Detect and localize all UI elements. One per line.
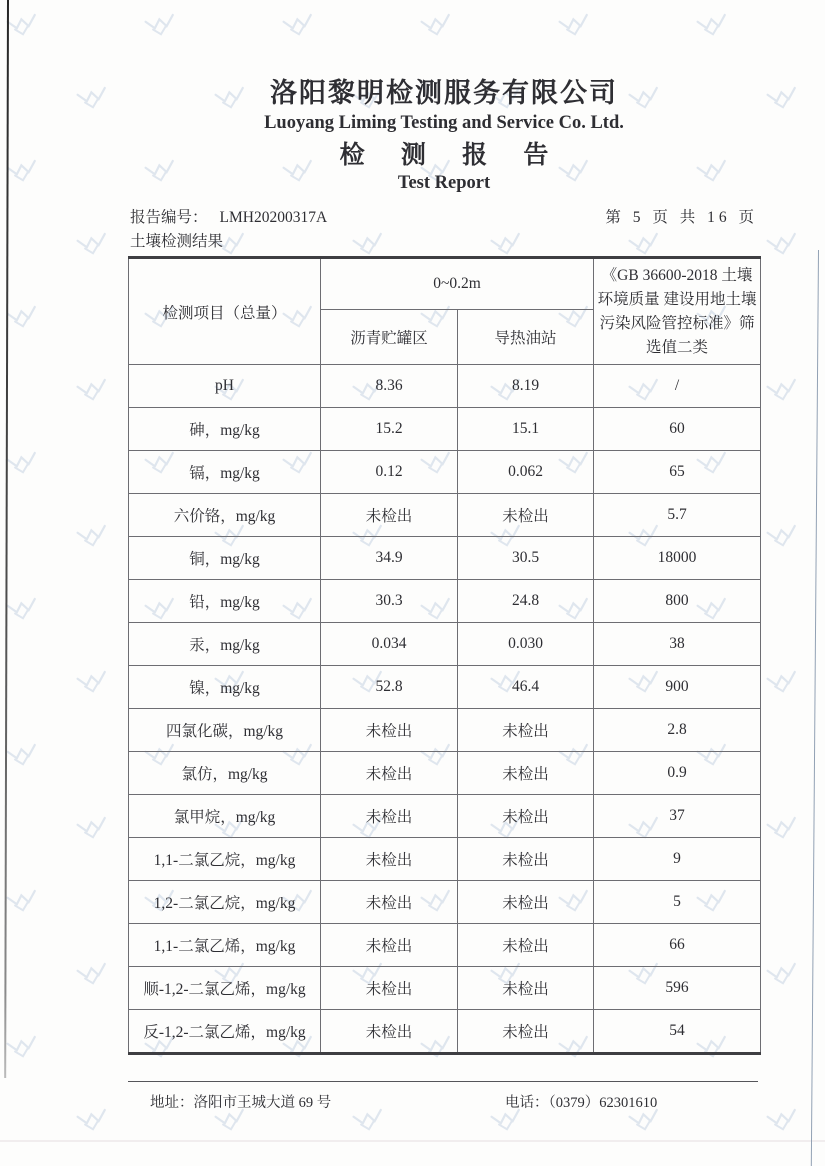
watermark-glyph [4, 303, 44, 338]
table-row [129, 451, 761, 494]
site2-value-cell: 未检出 [458, 881, 594, 924]
footer-address-label: 地址： [150, 1095, 194, 1112]
column-header-depth: 0~0.2m [321, 258, 594, 310]
footer [128, 1091, 760, 1113]
header-row-1 [129, 258, 761, 310]
watermark-glyph [74, 376, 114, 411]
footer-phone-label: 电话： [505, 1095, 549, 1112]
table-row [129, 752, 761, 795]
watermark-glyph [74, 814, 114, 849]
site1-value-cell: 0.034 [321, 623, 458, 666]
limit-value-cell: 54 [594, 1010, 761, 1054]
site1-value-cell: 30.3 [321, 580, 458, 623]
limit-value-cell: 800 [594, 580, 761, 623]
report-title-en: Test Report [397, 173, 491, 194]
watermark-glyph [764, 960, 804, 995]
parameter-cell: 氯仿，mg/kg [129, 752, 321, 795]
parameter-cell: 反-1,2-二氯乙烯，mg/kg [129, 1010, 321, 1054]
watermark-glyph [74, 1106, 114, 1141]
watermark-glyph [74, 668, 114, 703]
parameter-cell: 氯甲烷，mg/kg [129, 795, 321, 838]
limit-value-cell: 2.8 [594, 709, 761, 752]
site1-value-cell: 未检出 [321, 967, 458, 1010]
table-row [129, 838, 761, 881]
site2-value-cell: 0.030 [458, 623, 594, 666]
parameter-cell: 1,1-二氯乙烯，mg/kg [129, 924, 321, 967]
watermark-glyph [4, 887, 44, 922]
parameter-cell: 六价铬，mg/kg [129, 494, 321, 537]
site1-value-cell: 未检出 [321, 924, 458, 967]
table-row [129, 795, 761, 838]
limit-value-cell: 18000 [594, 537, 761, 580]
table-row [129, 408, 761, 451]
site2-value-cell: 30.5 [458, 537, 594, 580]
table-row [129, 623, 761, 666]
parameter-cell: 1,2-二氯乙烷，mg/kg [129, 881, 321, 924]
report-number-label: 报告编号： [130, 209, 208, 227]
limit-value-cell: 0.9 [594, 752, 761, 795]
site2-value-cell: 8.19 [458, 365, 594, 408]
limit-value-cell: 596 [594, 967, 761, 1010]
limit-value-cell: 66 [594, 924, 761, 967]
watermark-glyph [764, 84, 804, 119]
column-header-site2: 导热油站 [458, 310, 594, 365]
scan-edge-right [811, 250, 819, 1166]
table-row [129, 881, 761, 924]
site1-value-cell: 未检出 [321, 795, 458, 838]
parameter-cell: pH [129, 365, 321, 408]
table-row [129, 1010, 761, 1054]
watermark-glyph [4, 449, 44, 484]
table-row [129, 967, 761, 1010]
limit-value-cell: 9 [594, 838, 761, 881]
results-table [128, 256, 761, 1055]
watermark-glyph [764, 230, 804, 265]
watermark-glyph [4, 1033, 44, 1068]
site1-value-cell: 0.12 [321, 451, 458, 494]
column-header-site1: 沥青贮罐区 [321, 310, 458, 365]
report-number [130, 205, 327, 227]
scan-edge-bottom [0, 1140, 825, 1142]
scan-edge-left [4, 0, 9, 1078]
watermark-glyph [764, 814, 804, 849]
parameter-cell: 顺-1,2-二氯乙烯，mg/kg [129, 967, 321, 1010]
site2-value-cell: 未检出 [458, 795, 594, 838]
site1-value-cell: 8.36 [321, 365, 458, 408]
watermark-glyph [4, 11, 44, 46]
footer-phone [505, 1091, 657, 1112]
watermark-glyph [764, 668, 804, 703]
site1-value-cell: 未检出 [321, 1010, 458, 1054]
footer-address [150, 1091, 331, 1112]
watermark-glyph [74, 522, 114, 557]
site2-value-cell: 未检出 [458, 494, 594, 537]
report-content [128, 0, 760, 1113]
company-name-en: Luoyang Liming Testing and Service Co. Ltd. [264, 113, 624, 134]
limit-value-cell: 900 [594, 666, 761, 709]
site2-value-cell: 46.4 [458, 666, 594, 709]
site2-value-cell: 24.8 [458, 580, 594, 623]
parameter-cell: 1,1-二氯乙烷，mg/kg [129, 838, 321, 881]
limit-value-cell: 5 [594, 881, 761, 924]
parameter-cell: 砷，mg/kg [129, 408, 321, 451]
report-title-zh: 检 测 报 告 [339, 142, 564, 170]
parameter-cell: 四氯化碳，mg/kg [129, 709, 321, 752]
watermark-glyph [4, 595, 44, 630]
watermark-glyph [764, 1106, 804, 1141]
parameter-cell: 汞，mg/kg [129, 623, 321, 666]
watermark-glyph [4, 157, 44, 192]
table-row [129, 494, 761, 537]
parameter-cell: 镍，mg/kg [129, 666, 321, 709]
site2-value-cell: 0.062 [458, 451, 594, 494]
report-number-value: LMH20200317A [219, 209, 328, 227]
limit-value-cell: 65 [594, 451, 761, 494]
parameter-cell: 铜，mg/kg [129, 537, 321, 580]
site1-value-cell: 未检出 [321, 709, 458, 752]
limit-value-cell: 5.7 [594, 494, 761, 537]
table-row [129, 709, 761, 752]
company-name-zh: 洛阳黎明检测服务有限公司 [270, 78, 618, 108]
watermark-glyph [74, 960, 114, 995]
watermark-glyph [764, 522, 804, 557]
table-row [129, 924, 761, 967]
table-row [129, 580, 761, 623]
site1-value-cell: 34.9 [321, 537, 458, 580]
table-row [129, 666, 761, 709]
site2-value-cell: 未检出 [458, 752, 594, 795]
table-row [129, 365, 761, 408]
site1-value-cell: 未检出 [321, 494, 458, 537]
site1-value-cell: 15.2 [321, 408, 458, 451]
site1-value-cell: 52.8 [321, 666, 458, 709]
table-body [129, 365, 761, 1054]
footer-divider [128, 1081, 758, 1082]
meta-row [128, 205, 760, 227]
parameter-cell: 镉，mg/kg [129, 451, 321, 494]
site2-value-cell: 未检出 [458, 709, 594, 752]
site2-value-cell: 15.1 [458, 408, 594, 451]
site2-value-cell: 未检出 [458, 967, 594, 1010]
section-title: 土壤检测结果 [130, 233, 224, 251]
site2-value-cell: 未检出 [458, 924, 594, 967]
watermark-glyph [4, 741, 44, 776]
watermark-glyph [74, 230, 114, 265]
site1-value-cell: 未检出 [321, 881, 458, 924]
footer-address-value: 洛阳市王城大道 69 号 [193, 1095, 332, 1112]
watermark-glyph [764, 376, 804, 411]
footer-phone-value: （0379）62301610 [548, 1095, 658, 1112]
table-row [129, 537, 761, 580]
page-indicator: 第 5 页 共 16 页 [605, 209, 758, 227]
site2-value-cell: 未检出 [458, 1010, 594, 1054]
limit-value-cell: 60 [594, 408, 761, 451]
site2-value-cell: 未检出 [458, 838, 594, 881]
column-header-parameter: 检测项目（总量） [129, 258, 321, 365]
site1-value-cell: 未检出 [321, 752, 458, 795]
parameter-cell: 铅，mg/kg [129, 580, 321, 623]
limit-value-cell: 38 [594, 623, 761, 666]
limit-value-cell: 37 [594, 795, 761, 838]
column-header-standard: 《GB 36600-2018 土壤环境质量 建设用地土壤污染风险管控标准》筛选值二类 [594, 258, 761, 365]
site1-value-cell: 未检出 [321, 838, 458, 881]
watermark-glyph [74, 84, 114, 119]
limit-value-cell: / [594, 365, 761, 408]
